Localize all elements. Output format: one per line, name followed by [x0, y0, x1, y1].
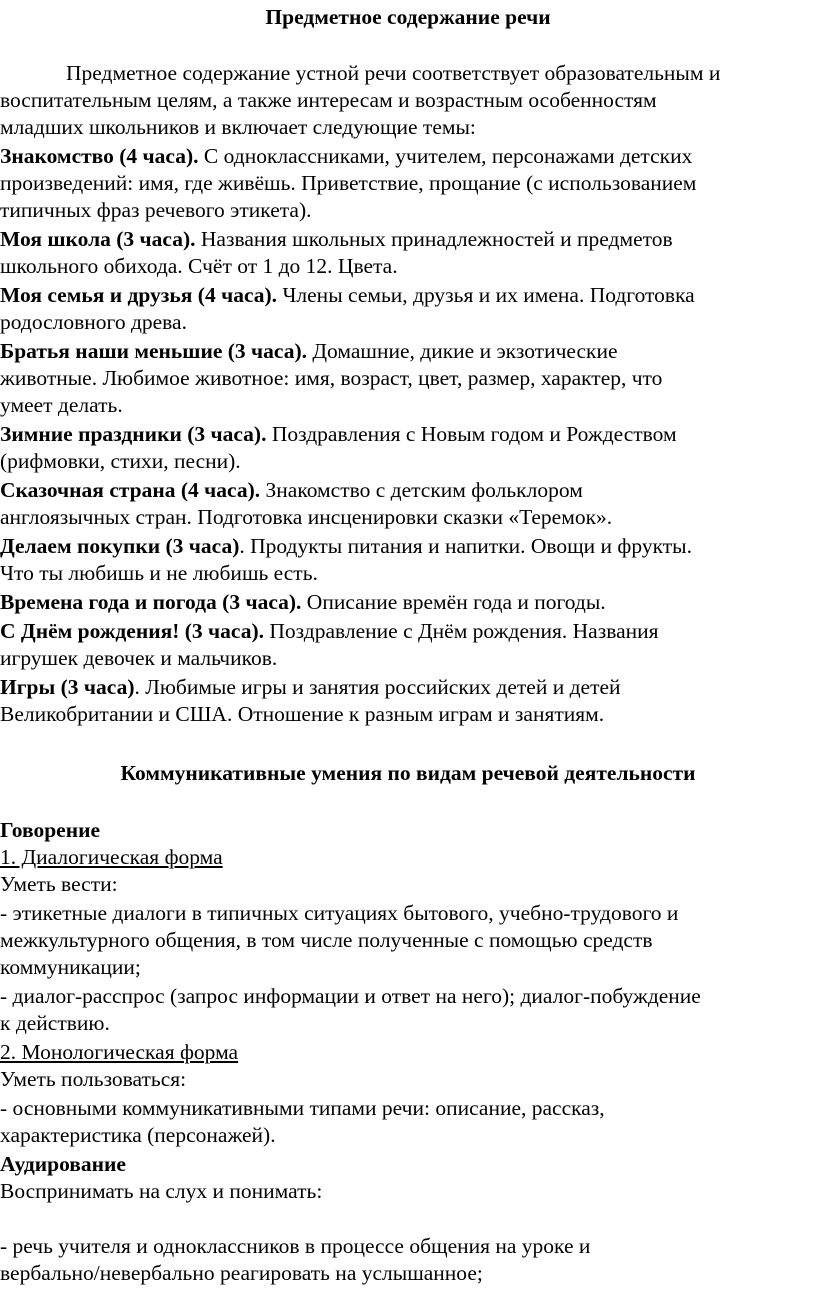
topic-text: умеет делать. [0, 393, 123, 417]
topic-heading: Моя школа (3 часа). [0, 227, 196, 251]
listening-line: Воспринимать на слух и понимать: [0, 1179, 323, 1203]
dialog-line: межкультурного общения, в том числе полученные с помощью средств [0, 928, 653, 952]
topic-text: (рифмовки, стихи, песни). [0, 449, 241, 473]
dialog-line: коммуникации; [0, 955, 141, 979]
topic-heading: Делаем покупки (3 часа) [0, 534, 240, 558]
topic-text: игрушек девочек и мальчиков. [0, 646, 278, 670]
topic-line [0, 421, 677, 448]
topic-text: . Любимые игры и занятия российских детей и детей [134, 675, 621, 699]
topic-text: Знакомство с детским фольклором [260, 478, 583, 502]
topic-heading: С Днём рождения! (3 часа). [0, 619, 265, 643]
topic-text: Домашние, дикие и экзотические [307, 339, 618, 363]
topic-line [0, 282, 695, 309]
listening-line: - речь учителя и одноклассников в процессе общения на уроке и [0, 1234, 591, 1258]
topic-heading: Сказочная страна (4 часа). [0, 478, 261, 502]
topic-text: типичных фраз речевого этикета). [0, 198, 312, 222]
topic-heading: Моя семья и друзья (4 часа). [0, 283, 278, 307]
topic-text: англоязычных стран. Подготовка инсценировки сказки «Теремок». [0, 505, 613, 529]
topic-text: животные. Любимое животное: имя, возраст, цвет, размер, характер, что [0, 366, 663, 390]
listening-heading: Аудирование [0, 1152, 126, 1176]
topic-text: Члены семьи, друзья и их имена. Подготовка [277, 283, 695, 307]
topic-text: Описание времён года и погоды. [301, 590, 606, 614]
topic-line [0, 589, 606, 616]
topic-heading: Времена года и погода (3 часа). [0, 590, 302, 614]
dialog-line: Уметь вести: [0, 872, 118, 896]
intro-line: воспитательным целям, а также интересам и возрастным особенностям [0, 88, 657, 112]
topic-line [0, 477, 583, 504]
topic-line [0, 674, 621, 701]
topic-text: Великобритании и США. Отношение к разным играм и занятиям. [0, 702, 605, 726]
topic-line [0, 533, 692, 560]
section-title: Коммуникативные умения по видам речевой деятельности [120, 761, 696, 785]
intro-line: младших школьников и включает следующие темы: [0, 115, 476, 139]
topic-heading: Зимние праздники (3 часа). [0, 422, 267, 446]
dialog-line: - этикетные диалоги в типичных ситуациях бытового, учебно-трудового и [0, 901, 679, 925]
topic-text: школьного обихода. Счёт от 1 до 12. Цвета. [0, 254, 398, 278]
topic-text: Названия школьных принадлежностей и предметов [195, 227, 673, 251]
topic-text: Поздравления с Новым годом и Рождеством [266, 422, 677, 446]
monolog-form-heading: 2. Монологическая форма [0, 1040, 239, 1064]
monolog-line: характеристика (персонажей). [0, 1123, 276, 1147]
listening-line: вербально/невербально реагировать на услышанное; [0, 1261, 483, 1285]
topic-heading: Знакомство (4 часа). [0, 144, 199, 168]
page-title: Предметное содержание речи [265, 5, 551, 29]
monolog-line: - основными коммуникативными типами речи: описание, рассказ, [0, 1096, 605, 1120]
topic-heading: Братья наши меньшие (3 часа). [0, 339, 308, 363]
topic-line [0, 618, 659, 645]
monolog-line: Уметь пользоваться: [0, 1067, 187, 1091]
topic-text: . Продукты питания и напитки. Овощи и фрукты. [239, 534, 692, 558]
topic-heading: Игры (3 часа) [0, 675, 135, 699]
topic-line [0, 226, 673, 253]
dialog-line: к действию. [0, 1011, 110, 1035]
topic-text: С одноклассниками, учителем, персонажами детских [198, 144, 693, 168]
intro-line: Предметное содержание устной речи соответствует образовательным и [66, 61, 721, 85]
topic-text: Поздравление с Днём рождения. Названия [264, 619, 659, 643]
dialog-line: - диалог-расспрос (запрос информации и ответ на него); диалог-побуждение [0, 984, 701, 1008]
topic-line [0, 143, 692, 170]
dialog-form-heading: 1. Диалогическая форма [0, 845, 223, 869]
topic-line [0, 338, 618, 365]
topic-text: Что ты любишь и не любишь есть. [0, 561, 318, 585]
topic-text: родословного древа. [0, 310, 187, 334]
topic-text: произведений: имя, где живёшь. Приветствие, прощание (с использованием [0, 171, 697, 195]
speaking-heading: Говорение [0, 818, 101, 842]
